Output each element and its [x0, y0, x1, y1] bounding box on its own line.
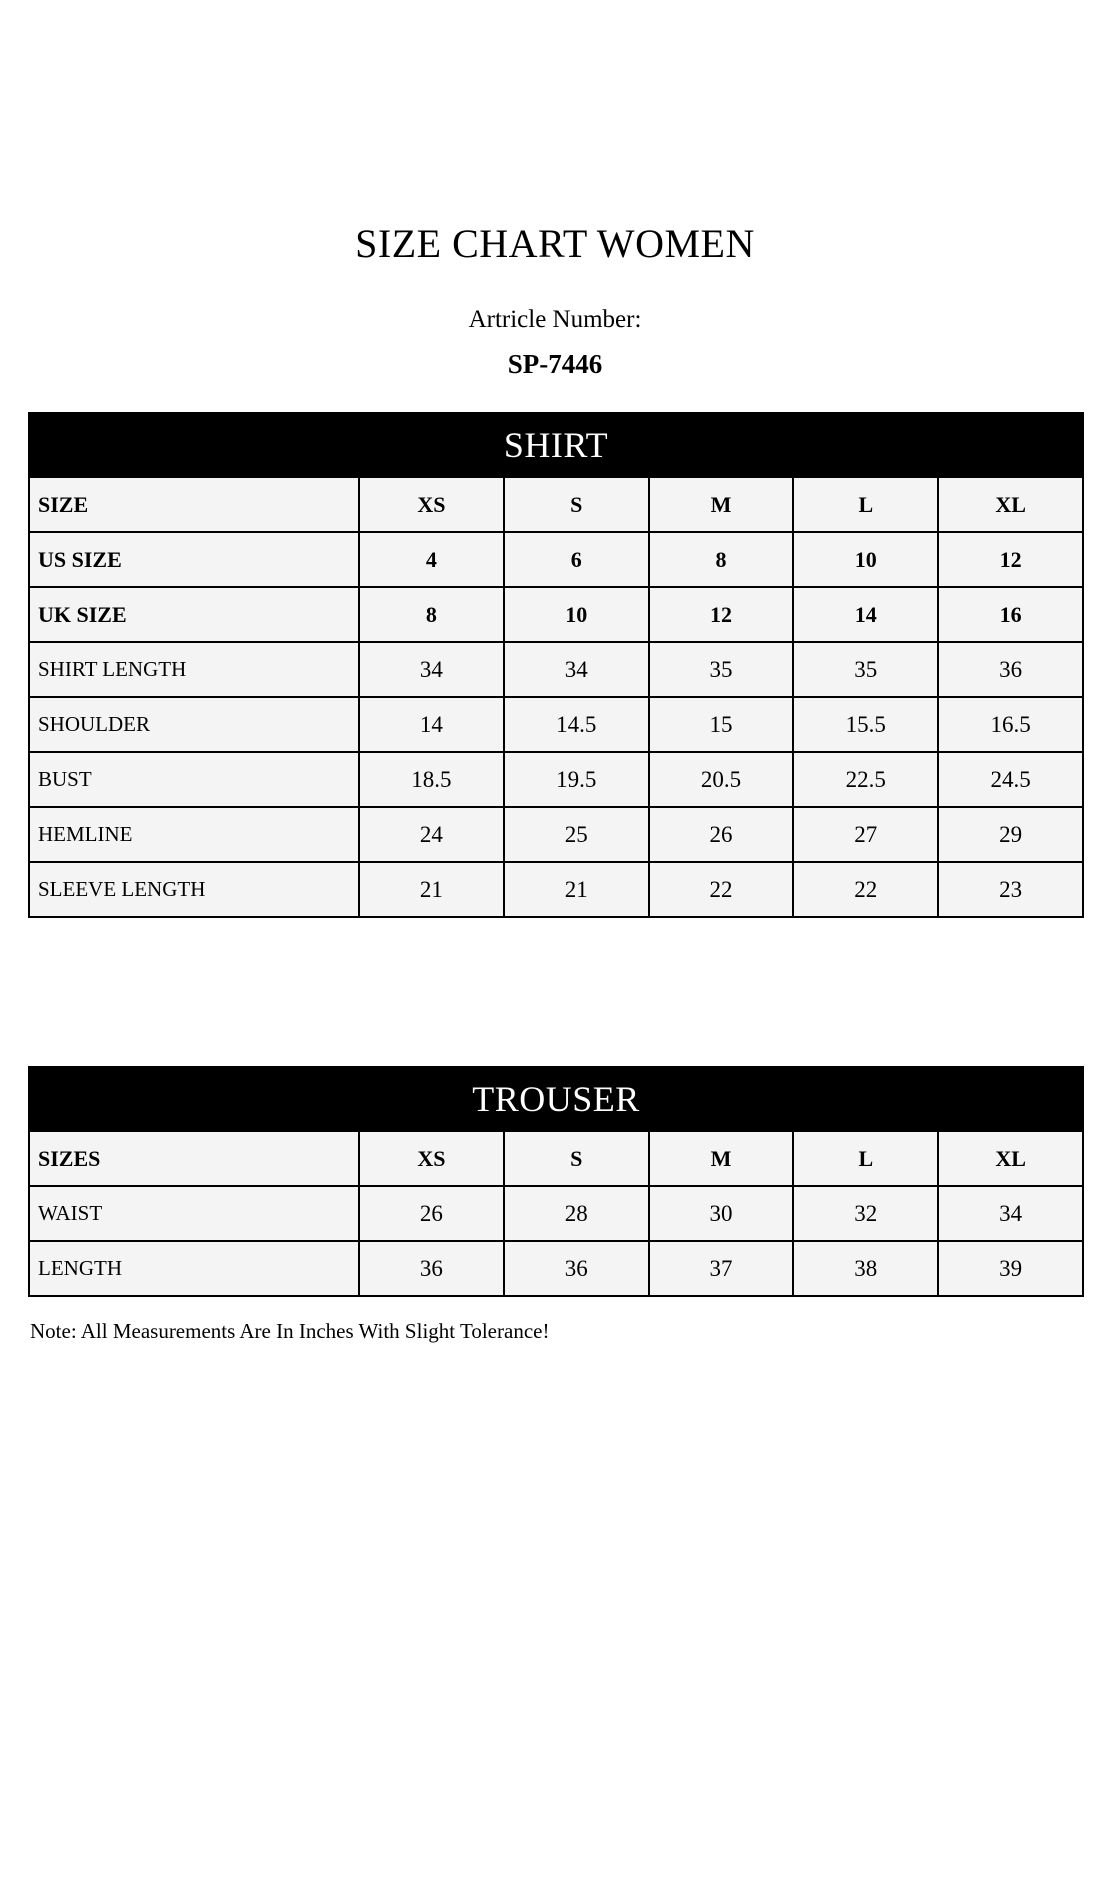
row-cell: 26 — [359, 1186, 504, 1241]
table-row — [29, 807, 1083, 862]
row-cell: 32 — [793, 1186, 938, 1241]
shirt-column-header-row — [29, 477, 1083, 532]
row-label: SLEEVE LENGTH — [29, 862, 359, 917]
shirt-header-size: SIZE — [29, 477, 359, 532]
row-cell: 12 — [938, 532, 1083, 587]
shirt-size-table — [28, 412, 1084, 918]
row-cell: 6 — [504, 532, 649, 587]
row-cell: 38 — [793, 1241, 938, 1296]
trouser-header-xs: XS — [359, 1131, 504, 1186]
row-cell: 29 — [938, 807, 1083, 862]
row-cell: 16 — [938, 587, 1083, 642]
row-cell: 10 — [504, 587, 649, 642]
table-row — [29, 642, 1083, 697]
shirt-header-xs: XS — [359, 477, 504, 532]
row-cell: 39 — [938, 1241, 1083, 1296]
row-cell: 20.5 — [649, 752, 794, 807]
row-label: WAIST — [29, 1186, 359, 1241]
row-cell: 12 — [649, 587, 794, 642]
row-cell: 21 — [504, 862, 649, 917]
row-cell: 8 — [359, 587, 504, 642]
row-cell: 28 — [504, 1186, 649, 1241]
row-cell: 15 — [649, 697, 794, 752]
trouser-header-m: M — [649, 1131, 794, 1186]
trouser-size-table — [28, 1066, 1084, 1297]
row-label: LENGTH — [29, 1241, 359, 1296]
size-chart-page — [0, 222, 1110, 1887]
row-label: UK SIZE — [29, 587, 359, 642]
table-row — [29, 752, 1083, 807]
table-row — [29, 862, 1083, 917]
row-cell: 34 — [359, 642, 504, 697]
row-label: US SIZE — [29, 532, 359, 587]
row-label: BUST — [29, 752, 359, 807]
trouser-section-header-row — [29, 1067, 1083, 1131]
row-cell: 22.5 — [793, 752, 938, 807]
table-row — [29, 697, 1083, 752]
table-row — [29, 1186, 1083, 1241]
row-cell: 15.5 — [793, 697, 938, 752]
trouser-header-s: S — [504, 1131, 649, 1186]
shirt-header-xl: XL — [938, 477, 1083, 532]
trouser-header-sizes: SIZES — [29, 1131, 359, 1186]
row-cell: 35 — [649, 642, 794, 697]
page-title: SIZE CHART WOMEN — [355, 221, 755, 266]
row-cell: 18.5 — [359, 752, 504, 807]
trouser-header-xl: XL — [938, 1131, 1083, 1186]
row-cell: 34 — [938, 1186, 1083, 1241]
row-cell: 4 — [359, 532, 504, 587]
row-cell: 37 — [649, 1241, 794, 1296]
row-cell: 21 — [359, 862, 504, 917]
table-row — [29, 587, 1083, 642]
row-cell: 24.5 — [938, 752, 1083, 807]
row-cell: 27 — [793, 807, 938, 862]
shirt-section-header-row — [29, 413, 1083, 477]
shirt-header-s: S — [504, 477, 649, 532]
table-row — [29, 1241, 1083, 1296]
row-cell: 16.5 — [938, 697, 1083, 752]
shirt-header-l: L — [793, 477, 938, 532]
row-cell: 10 — [793, 532, 938, 587]
article-number-value: SP-7446 — [507, 349, 603, 379]
row-cell: 14.5 — [504, 697, 649, 752]
trouser-section-title: TROUSER — [29, 1067, 1083, 1131]
measurement-note: Note: All Measurements Are In Inches With Slight Tolerance! — [30, 1319, 550, 1343]
row-cell: 26 — [649, 807, 794, 862]
row-cell: 8 — [649, 532, 794, 587]
row-cell: 34 — [504, 642, 649, 697]
row-cell: 24 — [359, 807, 504, 862]
article-number-label: Artricle Number: — [468, 306, 642, 333]
trouser-column-header-row — [29, 1131, 1083, 1186]
row-cell: 22 — [793, 862, 938, 917]
row-cell: 22 — [649, 862, 794, 917]
row-label: SHIRT LENGTH — [29, 642, 359, 697]
table-row — [29, 532, 1083, 587]
row-cell: 30 — [649, 1186, 794, 1241]
shirt-section-title: SHIRT — [29, 413, 1083, 477]
row-cell: 36 — [938, 642, 1083, 697]
row-cell: 19.5 — [504, 752, 649, 807]
row-cell: 36 — [359, 1241, 504, 1296]
row-cell: 35 — [793, 642, 938, 697]
shirt-header-m: M — [649, 477, 794, 532]
row-cell: 23 — [938, 862, 1083, 917]
row-cell: 25 — [504, 807, 649, 862]
trouser-header-l: L — [793, 1131, 938, 1186]
row-cell: 14 — [359, 697, 504, 752]
row-cell: 36 — [504, 1241, 649, 1296]
row-cell: 14 — [793, 587, 938, 642]
row-label: HEMLINE — [29, 807, 359, 862]
row-label: SHOULDER — [29, 697, 359, 752]
